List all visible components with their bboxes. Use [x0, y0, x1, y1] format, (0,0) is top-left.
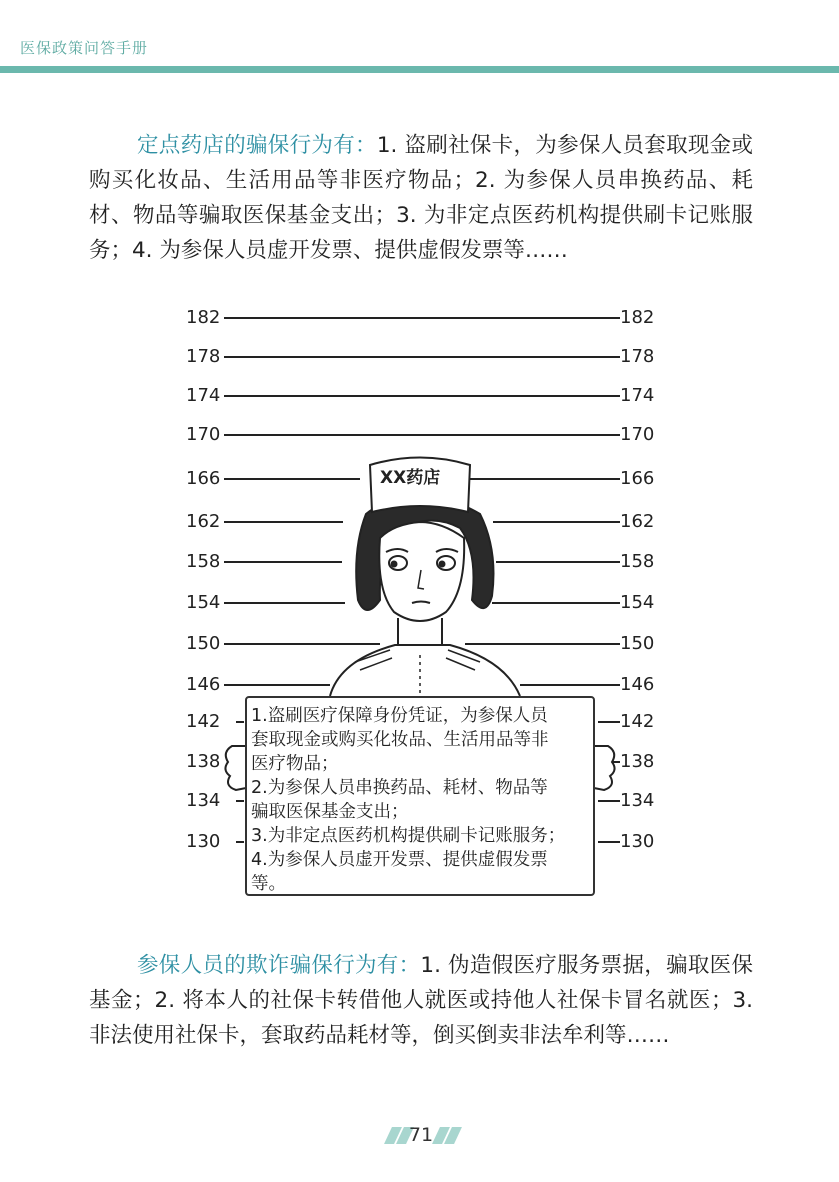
- protest-sign: [245, 696, 595, 896]
- height-tick-right: 170: [620, 424, 655, 445]
- height-tick-left: 146: [186, 674, 221, 695]
- height-tick-left: 182: [186, 307, 221, 328]
- height-tick-right: 130: [620, 831, 655, 852]
- height-tick-left: 130: [186, 831, 221, 852]
- paragraph-pharmacy-fraud: [89, 128, 753, 268]
- height-tick-left: 166: [186, 468, 221, 489]
- height-tick-left: 138: [186, 751, 221, 772]
- height-tick-left: 170: [186, 424, 221, 445]
- height-tick-right: 158: [620, 551, 655, 572]
- header-divider: [0, 66, 839, 73]
- page-number-block: [386, 1124, 456, 1148]
- height-tick-right: 162: [620, 511, 655, 532]
- paragraph-lead: 定点药店的骗保行为有：: [137, 133, 377, 158]
- sign-line: 1.盗刷医疗保障身份凭证，为参保人员: [251, 706, 548, 726]
- height-tick-right: 142: [620, 711, 655, 732]
- height-tick-right: 154: [620, 592, 655, 613]
- header-title: 医保政策问答手册: [20, 39, 149, 57]
- height-tick-left: 154: [186, 592, 221, 613]
- height-tick-left: 178: [186, 346, 221, 367]
- height-tick-left: 174: [186, 385, 221, 406]
- height-tick-right: 146: [620, 674, 655, 695]
- sign-line: 骗取医保基金支出；: [251, 802, 409, 822]
- height-tick-left: 158: [186, 551, 221, 572]
- height-tick-right: 134: [620, 790, 655, 811]
- paragraph-lead: 参保人员的欺诈骗保行为有：: [137, 953, 421, 978]
- sign-line: 医疗物品；: [251, 754, 339, 774]
- sign-line: 2.为参保人员串换药品、耗材、物品等: [251, 778, 548, 798]
- page-number: 71: [408, 1124, 434, 1146]
- lineup-illustration: [180, 300, 660, 910]
- sign-line: 等。: [251, 874, 286, 894]
- sign-line: 套取现金或购买化妆品、生活用品等非: [251, 730, 549, 750]
- height-tick-right: 182: [620, 307, 655, 328]
- height-tick-left: 150: [186, 633, 221, 654]
- height-tick-right: 166: [620, 468, 655, 489]
- sign-line: 4.为参保人员虚开发票、提供虚假发票: [251, 850, 548, 870]
- sign-line: 3.为非定点医药机构提供刷卡记账服务；: [251, 826, 566, 846]
- height-tick-right: 138: [620, 751, 655, 772]
- height-tick-left: 134: [186, 790, 221, 811]
- height-tick-right: 174: [620, 385, 655, 406]
- hat-label: XX药店: [380, 468, 441, 488]
- height-tick-left: 142: [186, 711, 221, 732]
- height-tick-right: 178: [620, 346, 655, 367]
- height-tick-right: 150: [620, 633, 655, 654]
- paragraph-body: 1. 伪造假医疗服务票据，骗取医保基金；2. 将本人的社保卡转借他人就医或持他人社保卡冒名就医；3. 非法使用社保卡，套取药品耗材等，倒买倒卖非法牟利等……: [89, 953, 753, 1048]
- paragraph-body: 1. 盗刷社保卡，为参保人员套取现金或购买化妆品、生活用品等非医疗物品；2. 为参保人员串换药品、耗材、物品等骗取医保基金支出；3. 为非定点医药机构提供刷卡记账服务；4. 为参保人员虚开发票、提供虚假发票等……: [89, 133, 753, 263]
- height-tick-left: 162: [186, 511, 221, 532]
- paragraph-insured-fraud: [89, 948, 753, 1053]
